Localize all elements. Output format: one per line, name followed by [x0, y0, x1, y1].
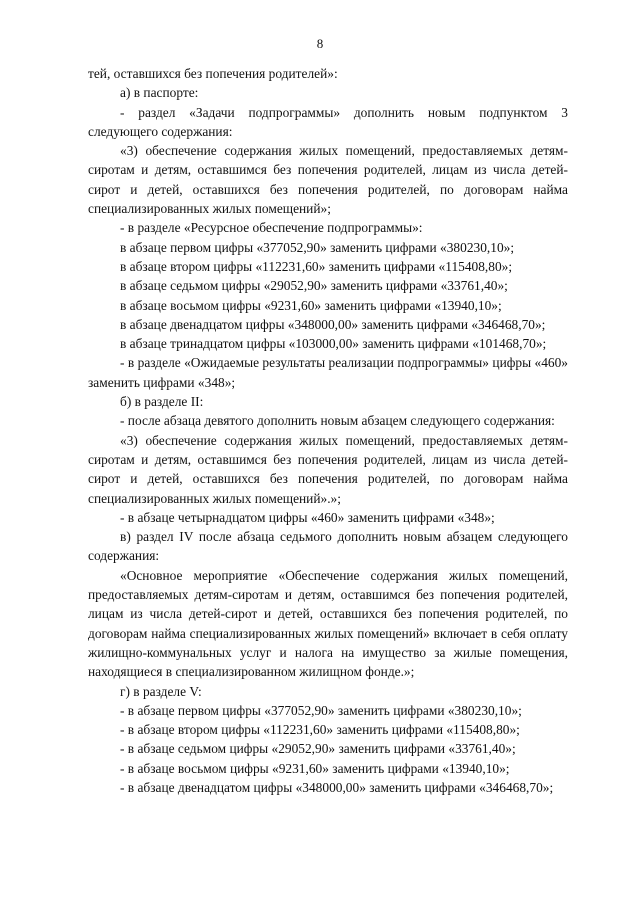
paragraph-3: - раздел «Задачи подпрограммы» дополнить новым подпунктом 3 следующего содержания: [88, 104, 568, 139]
paragraph-5: - в разделе «Ресурсное обеспечение подпрограммы»: [120, 220, 423, 236]
paragraph-13: б) в разделе II: [120, 394, 204, 410]
paragraph-17: в) раздел IV после абзаца седьмого дополнить новым абзацем следующего содержания: [88, 529, 568, 564]
paragraph-21: - в абзаце втором цифры «112231,60» заменить цифрами «115408,80»; [120, 722, 520, 738]
paragraph-11: в абзаце тринадцатом цифры «103000,00» заменить цифрами «101468,70»; [120, 336, 547, 352]
paragraph-6: в абзаце первом цифры «377052,90» заменить цифрами «380230,10»; [120, 239, 515, 255]
paragraph-8: в абзаце седьмом цифры «29052,90» заменить цифрами «33761,40»; [120, 278, 508, 294]
paragraph-22: - в абзаце седьмом цифры «29052,90» заменить цифрами «33761,40»; [120, 741, 516, 757]
paragraph-10: в абзаце двенадцатом цифры «348000,00» заменить цифрами «346468,70»; [120, 316, 546, 332]
paragraph-7: в абзаце втором цифры «112231,60» заменить цифрами «115408,80»; [120, 258, 513, 274]
page-number: 8 [316, 36, 324, 51]
document-body [88, 64, 568, 797]
paragraph-24: - в абзаце двенадцатом цифры «348000,00» заменить цифрами «346468,70»; [120, 779, 554, 795]
paragraph-9: в абзаце восьмом цифры «9231,60» заменить цифрами «13940,10»; [120, 297, 502, 313]
paragraph-20: - в абзаце первом цифры «377052,90» заменить цифрами «380230,10»; [120, 702, 522, 718]
paragraph-4: «3) обеспечение содержания жилых помещений, предоставляемых детям-сиротам и детям, оставшимся без попечения родителей, лицам из числа детей-сирот и детей, оставшихся без попечения родителей, по договорам найма специализированных жилых помещений»; [88, 143, 568, 217]
paragraph-16: - в абзаце четырнадцатом цифры «460» заменить цифрами «348»; [120, 509, 495, 525]
paragraph-19: г) в разделе V: [120, 683, 202, 699]
paragraph-23: - в абзаце восьмом цифры «9231,60» заменить цифрами «13940,10»; [120, 760, 510, 776]
paragraph-12: - в разделе «Ожидаемые результаты реализации подпрограммы» цифры «460» заменить цифрами «348»; [88, 355, 568, 390]
paragraph-2: а) в паспорте: [120, 85, 199, 101]
paragraph-18: «Основное мероприятие «Обеспечение содержания жилых помещений, предоставляемых детям-сиротам и детям, оставшимся без попечения родителей, лицам из числа детей-сирот и детей, оставшихся без попечения родителей, по договорам найма специализированных жилых помещений» включает в себя оплату жилищно-коммунальных услуг и налога на имущество за жилые помещения, находящиеся в специализированном жилищном фонде.»; [88, 567, 568, 680]
paragraph-1: тей, оставшихся без попечения родителей»: [88, 66, 338, 81]
paragraph-14: - после абзаца девятого дополнить новым абзацем следующего содержания: [120, 413, 555, 429]
paragraph-15: «3) обеспечение содержания жилых помещений, предоставляемых детям-сиротам и детям, оставшимся без попечения родителей, лицам из числа детей-сирот и детей, оставшихся без попечения родителей, по договорам найма специализированных жилых помещений».»; [88, 432, 568, 506]
